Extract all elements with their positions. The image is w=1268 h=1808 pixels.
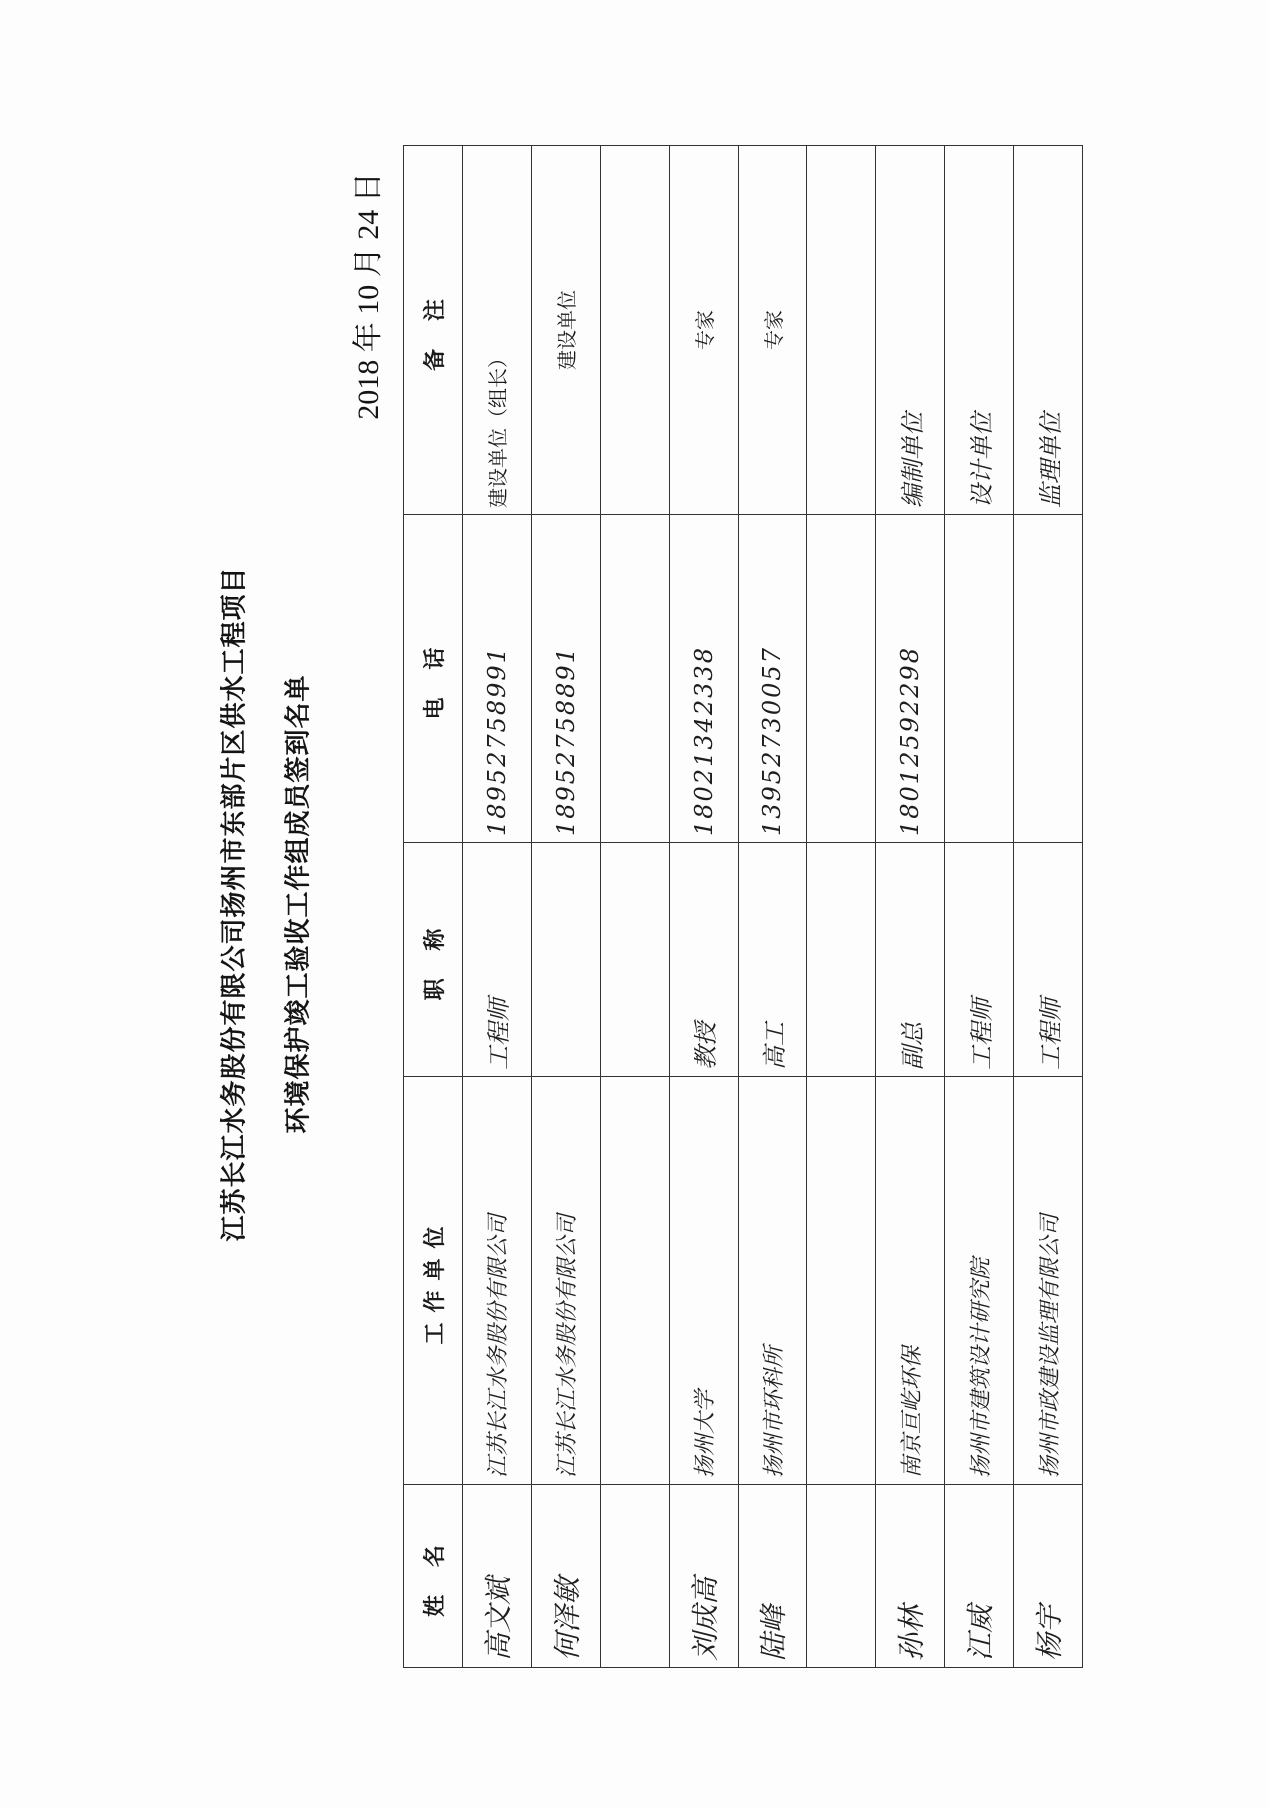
cell-unit: 扬州市政建设监理有限公司: [1014, 1077, 1083, 1485]
cell-unit: 扬州大学: [669, 1077, 738, 1485]
cell-phone: [600, 515, 669, 843]
cell-phone: 18012592298: [876, 515, 945, 843]
cell-remark: 监理单位: [1014, 146, 1083, 515]
cell-title: 高工: [738, 843, 807, 1077]
cell-name: 高文斌: [463, 1485, 532, 1668]
table-row: [600, 146, 669, 1668]
document-title-line1: 江苏长江水务股份有限公司扬州市东部片区供水工程项目: [219, 566, 250, 1242]
cell-unit: 江苏长江水务股份有限公司: [463, 1077, 532, 1485]
cell-remark: [600, 146, 669, 515]
table-header-row: [404, 146, 463, 1668]
cell-title: 工程师: [1014, 843, 1083, 1077]
signin-table: [403, 145, 1083, 1668]
cell-remark: 设计单位: [945, 146, 1014, 515]
table-row: [531, 146, 600, 1668]
cell-unit: 江苏长江水务股份有限公司: [531, 1077, 600, 1485]
table-row: [669, 146, 738, 1668]
cell-remark: 编制单位: [876, 146, 945, 515]
document-title-line2: 环境保护竣工验收工作组成员签到名单: [283, 674, 314, 1134]
cell-phone: [945, 515, 1014, 843]
table-row: [738, 146, 807, 1668]
cell-unit: 南京亘屹环保: [876, 1077, 945, 1485]
header-phone: 电 话: [404, 515, 463, 843]
header-title: 职 称: [404, 843, 463, 1077]
table-row: [945, 146, 1014, 1668]
cell-title: 工程师: [945, 843, 1014, 1077]
signin-table-container: [403, 146, 1083, 1668]
table-row: [1014, 146, 1083, 1668]
header-unit: 工作单位: [404, 1077, 463, 1485]
cell-unit: 扬州市环科所: [738, 1077, 807, 1485]
cell-name: [807, 1485, 876, 1668]
cell-title: 工程师: [463, 843, 532, 1077]
cell-phone: [807, 515, 876, 843]
cell-name: 江威: [945, 1485, 1014, 1668]
table-row: [876, 146, 945, 1668]
cell-remark: 建设单位（组长）: [463, 146, 532, 515]
cell-name: 陆峰: [738, 1485, 807, 1668]
cell-phone: 13952730057: [738, 515, 807, 843]
cell-title: 教授: [669, 843, 738, 1077]
cell-remark: [807, 146, 876, 515]
cell-name: 孙林: [876, 1485, 945, 1668]
document-date: 2018 年 10 月 24 日: [352, 172, 385, 420]
table-row: [807, 146, 876, 1668]
cell-unit: [600, 1077, 669, 1485]
cell-name: 杨宇: [1014, 1485, 1083, 1668]
cell-name: 刘成高: [669, 1485, 738, 1668]
cell-phone: [1014, 515, 1083, 843]
cell-title: [600, 843, 669, 1077]
cell-title: [531, 843, 600, 1077]
cell-remark: 专家: [669, 146, 738, 515]
cell-phone: 18952758891: [531, 515, 600, 843]
cell-name: 何泽敏: [531, 1485, 600, 1668]
header-remark: 备 注: [404, 146, 463, 515]
cell-unit: [807, 1077, 876, 1485]
cell-remark: 专家: [738, 146, 807, 515]
cell-phone: 18021342338: [669, 515, 738, 843]
cell-title: [807, 843, 876, 1077]
cell-phone: 18952758991: [463, 515, 532, 843]
cell-unit: 扬州市建筑设计研究院: [945, 1077, 1014, 1485]
cell-remark: 建设单位: [531, 146, 600, 515]
table-row: [463, 146, 532, 1668]
cell-title: 副总: [876, 843, 945, 1077]
header-name: 姓 名: [404, 1485, 463, 1668]
cell-name: [600, 1485, 669, 1668]
